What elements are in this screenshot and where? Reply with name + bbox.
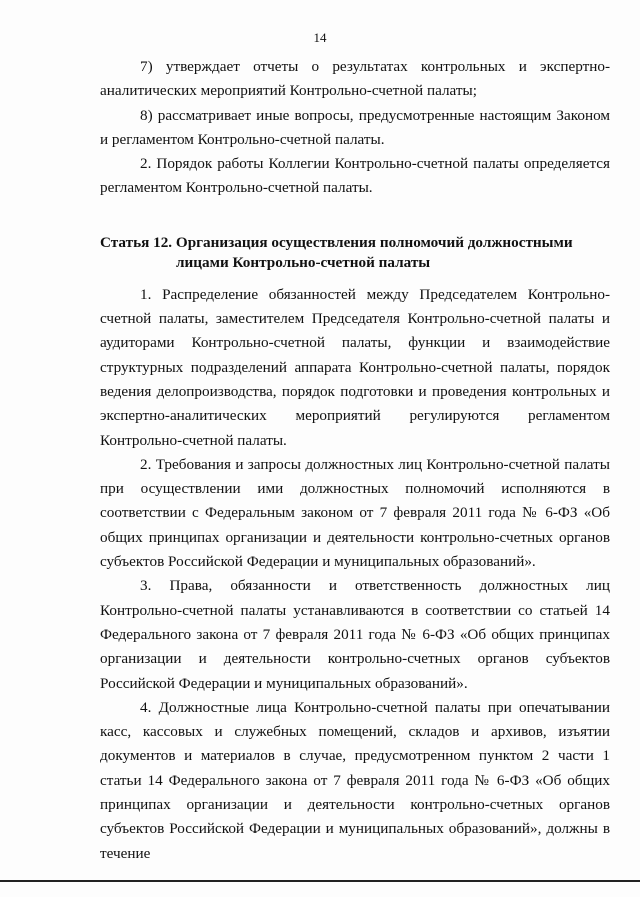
- article-heading-line2: лицами Контрольно-счетной палаты: [176, 253, 431, 271]
- paragraph-collegium-procedure: 2. Порядок работы Коллегии Контрольно-счетной палаты определяется регламентом Контрольно-счетной палаты.: [100, 155, 610, 197]
- paragraph-item-8: 8) рассматривает иные вопросы, предусмотренные настоящим Законом и регламентом Контрольно-счетной палаты.: [100, 106, 610, 148]
- article-paragraph-1: 1. Распределение обязанностей между Председателем Контрольно-счетной палаты, заместителем Председателя Контрольно-счетной палаты и аудиторами Контрольно-счетной палаты, функции и взаимодействие структурных подразделений аппарата Контрольно-счетной палаты, порядок ведения делопроизводства, порядок подготовки и проведения контрольных и экспертно-аналитических мероприятий регулируются регламентом Контрольно-счетной палаты.: [100, 285, 610, 449]
- article-paragraph-2: 2. Требования и запросы должностных лиц Контрольно-счетной палаты при осуществлении ими должностных полномочий исполняются в соответствии с Федеральным законом от 7 февраля 2011 года № 6-ФЗ «Об общих принципах организации и деятельности контрольно-счетных органов субъектов Российской Федерации и муниципальных образований».: [100, 455, 610, 571]
- document-body: [100, 55, 610, 866]
- article-heading-line1: Статья 12. Организация осуществления полномочий должностными: [100, 233, 573, 251]
- scan-bottom-edge: [0, 880, 640, 882]
- page-number: 14: [313, 30, 327, 45]
- paragraph-item-7: 7) утверждает отчеты о результатах контрольных и экспертно-аналитических мероприятий Контрольно-счетной палаты;: [100, 58, 610, 100]
- article-heading: [100, 233, 610, 273]
- article-paragraph-3: 3. Права, обязанности и ответственность должностных лиц Контрольно-счетной палаты устанавливаются в соответствии со статьей 14 Федерального закона от 7 февраля 2011 года № 6-ФЗ «Об общих принципах организации и деятельности контрольно-счетных органов субъектов Российской Федерации и муниципальных образований».: [100, 577, 610, 692]
- article-paragraph-4: 4. Должностные лица Контрольно-счетной палаты при опечатывании касс, кассовых и служебных помещений, складов и архивов, изъятии документов и материалов в случае, предусмотренном пунктом 2 части 1 статьи 14 Федерального закона от 7 февраля 2011 года № 6-ФЗ «Об общих принципах организации и деятельности контрольно-счетных органов субъектов Российской Федерации и муниципальных образований», должны в течение: [100, 698, 610, 862]
